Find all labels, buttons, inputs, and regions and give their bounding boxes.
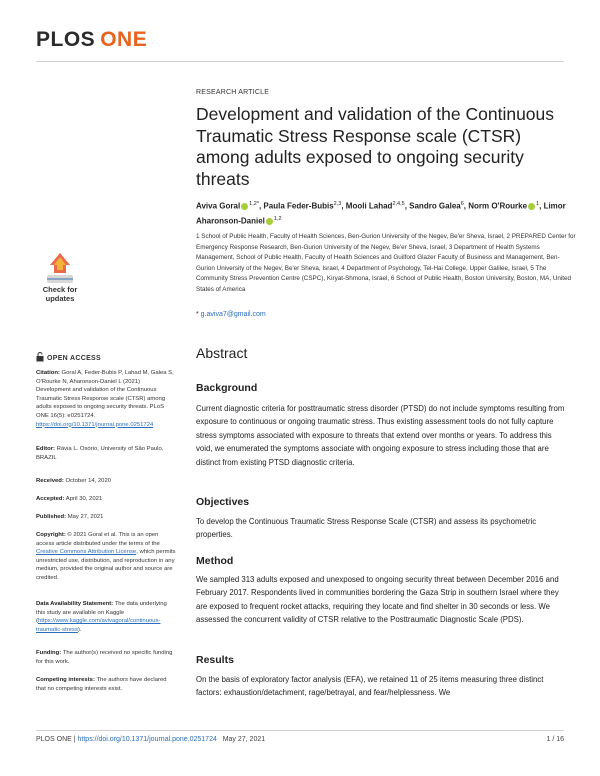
- author-name: Mooli Lahad: [345, 201, 393, 211]
- accepted-label: Accepted:: [36, 496, 65, 502]
- author-name: Norm O'Rourke: [468, 201, 528, 211]
- open-access-badge: [36, 352, 101, 362]
- license-link[interactable]: Creative Commons Attribution License: [36, 549, 137, 556]
- orcid-icon[interactable]: [241, 203, 248, 210]
- author-name: Limor Aharonson-Daniel: [196, 201, 566, 226]
- editor-block: [36, 445, 176, 462]
- citation-label: Citation:: [36, 370, 60, 376]
- copyright-label: Copyright:: [36, 532, 66, 538]
- open-lock-icon: [36, 352, 44, 362]
- footer-journal: PLOS ONE: [36, 736, 72, 743]
- received-text: October 14, 2020: [63, 478, 112, 484]
- header-divider: [36, 61, 564, 62]
- competing-label: Competing interests:: [36, 677, 95, 683]
- author-list: [196, 198, 576, 227]
- funding-label: Funding:: [36, 650, 62, 656]
- article-type: RESEARCH ARTICLE: [196, 89, 270, 96]
- author-affiliation-marker: 1,2: [273, 215, 282, 222]
- check-line-1: Check for: [42, 285, 78, 294]
- citation-doi-link[interactable]: https://doi.org/10.1371/journal.pone.0251724: [36, 421, 154, 428]
- page-number: 1 / 16: [546, 736, 564, 743]
- check-for-updates-label: [34, 285, 86, 303]
- author-separator: ,: [341, 201, 346, 211]
- copyright-text-2: , which permits unrestricted use, distribution, and reproduction in any medium, provided the original author and source are credited.: [36, 549, 176, 581]
- author-name: Sandro Galea: [409, 201, 461, 211]
- data-availability-block: [36, 600, 176, 634]
- email-asterisk: *: [196, 311, 201, 318]
- accepted-block: [36, 495, 176, 504]
- orcid-icon[interactable]: [266, 218, 273, 225]
- open-access-label: OPEN ACCESS: [47, 355, 101, 362]
- method-text: We sampled 313 adults exposed and unexposed to ongoing security threat between December 2016 and February 2017. Respondents lived in communities bordering the Gaza Strip in southern Israel where they are exposed to frequent rocket attacks, requiring they locate and find shelter in 30 seconds or less. We assessed the concurrent validity of CTSR relative to the Posttraumatic Diagnostic Scale (PDS).: [196, 575, 559, 625]
- check-for-updates-badge[interactable]: [34, 251, 86, 311]
- competing-text: The authors have declared that no competing interests exist.: [36, 677, 167, 692]
- data-availability-text: The data underlying this study are available on Kaggle (: [36, 601, 167, 625]
- copyright-block: [36, 531, 176, 583]
- journal-logo: [36, 28, 147, 52]
- footer-separator: |: [71, 736, 78, 743]
- citation-block: [36, 369, 176, 429]
- competing-interests-block: [36, 676, 176, 693]
- objectives-text: To develop the Continuous Traumatic Stress Response Scale (CTSR) and assess its psychometric properties.: [196, 517, 537, 540]
- copyright-text: © 2021 Goral et al. This is an open access article distributed under the terms of the: [36, 532, 160, 547]
- author-affiliation-marker: 2,3: [333, 201, 342, 207]
- funding-block: [36, 649, 176, 666]
- author-affiliation-marker: 1,2*: [249, 201, 259, 207]
- received-block: [36, 477, 176, 486]
- received-label: Received:: [36, 478, 64, 484]
- check-line-2: updates: [45, 294, 75, 303]
- background-heading: Background: [196, 382, 258, 394]
- corresponding-email: [196, 311, 266, 318]
- journal-logo-plos: PLOS: [36, 28, 96, 51]
- published-text: May 27, 2021: [66, 514, 104, 520]
- check-for-updates-icon: [34, 251, 86, 285]
- results-heading: Results: [196, 654, 234, 666]
- author-affiliation-marker: 6: [460, 201, 464, 207]
- email-link[interactable]: g.aviva7@gmail.com: [200, 311, 266, 318]
- published-block: [36, 513, 176, 522]
- article-title: Development and validation of the Continuous Traumatic Stress Response scale (CTSR) among adults exposed to ongoing security threats: [196, 104, 555, 189]
- footer-date: May 27, 2021: [222, 736, 266, 743]
- orcid-icon[interactable]: [528, 203, 535, 210]
- author-separator: ,: [404, 201, 410, 211]
- footer-doi-link[interactable]: https://doi.org/10.1371/journal.pone.0251724: [77, 736, 217, 743]
- citation-text: Goral A, Feder-Bubis P, Lahad M, Galea S, O'Rourke N, Aharonson-Daniel L (2021) Development and validation of the Continuous Traumatic Stress Response scale (CTSR) among adults exposed to ongoing security threats. PLoS ONE 16(5): e0251724.: [36, 370, 174, 419]
- objectives-heading: Objectives: [196, 496, 250, 508]
- author-name: Paula Feder-Bubis: [263, 201, 334, 211]
- editor-label: Editor:: [36, 446, 55, 452]
- data-availability-close: ).: [77, 626, 82, 633]
- published-label: Published:: [36, 514, 67, 520]
- author-separator: ,: [463, 201, 469, 211]
- data-availability-label: Data Availability Statement:: [36, 601, 114, 607]
- accepted-text: April 30, 2021: [64, 496, 103, 502]
- author-name: Aviva Goral: [196, 201, 241, 211]
- abstract-heading: Abstract: [196, 345, 248, 361]
- page-footer: [36, 736, 265, 743]
- affiliations: 1 School of Public Health, Faculty of Health Sciences, Ben-Gurion University of the Negev, Be'er Sheva, Israel, 2 PREPARED Center for Emergency Response Research, Ben-Gurion University of the Negev, Be'er Sheva, Israel, 3 Department of Health Systems Management, School of Public Health, Faculty of Health Sciences and Guilford Glazer Faculty of Business and Management, Ben-Gurion University of the Negev, Be'er Sheva, Israel, 4 Department of Psychology, Tel-Hai College, Upper Galilee, Israel, 5 The Community Stress Prevention Centre (CSPC), Kiryat-Shmona, Israel, 6 School of Public Health, Boston University, Boston, MA, United States of America: [196, 233, 576, 293]
- author-affiliation-marker: 2,4,5: [392, 201, 405, 207]
- method-heading: Method: [196, 555, 234, 567]
- journal-logo-one: ONE: [100, 28, 148, 51]
- author-separator: ,: [258, 201, 264, 211]
- background-text: Current diagnostic criteria for posttraumatic stress disorder (PTSD) do not include symptoms resulting from exposure to continuous or ongoing traumatic stress. Thus existing assessment tools do not fully capture stress symptoms associated with exposure to threats that extend over months or years. To address this void, we enumerated the symptoms associate with ongoing exposure to stress including those that are distinct from existing PTSD diagnostic criteria.: [196, 404, 565, 467]
- funding-text: The author(s) received no specific funding for this work.: [36, 650, 173, 665]
- editor-text: Rávia L. Osório, University of São Paulo, BRAZIL: [36, 446, 164, 461]
- author-affiliation-marker: 1: [536, 201, 540, 207]
- footer-divider: [36, 730, 564, 731]
- kaggle-link[interactable]: https://www.kaggle.com/avivagoral/continuous-traumatic-stress: [36, 618, 161, 633]
- results-text: On the basis of exploratory factor analysis (EFA), we retained 11 of 25 items measuring three distinct factors: exhaustion/detachment, rage/betrayal, and fear/helplessness. We: [196, 675, 544, 698]
- author-separator: ,: [539, 201, 544, 211]
